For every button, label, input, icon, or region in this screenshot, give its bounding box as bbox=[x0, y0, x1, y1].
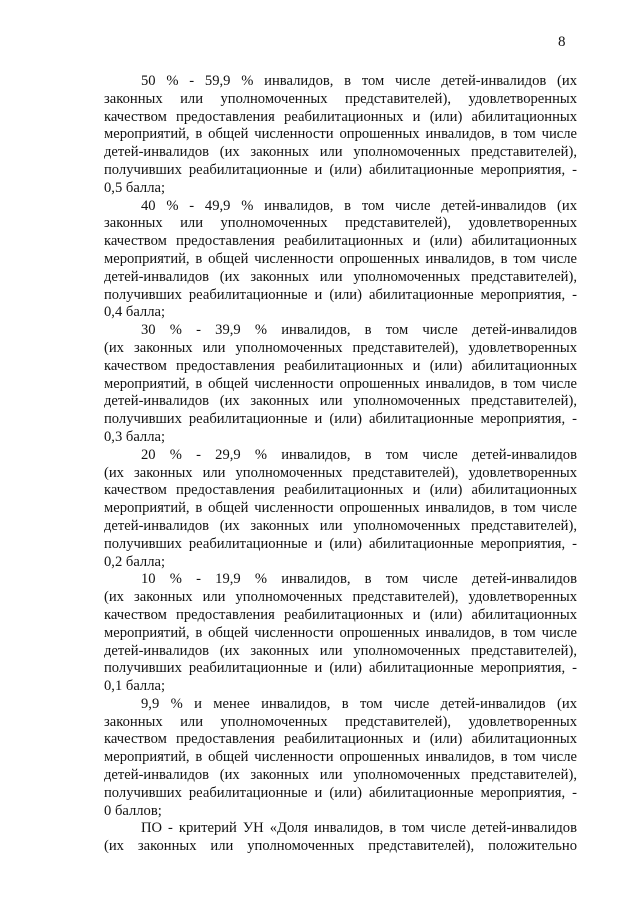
text-line: детей-инвалидов (их законных или уполномоченных представителей), bbox=[104, 767, 577, 784]
paragraph bbox=[104, 571, 577, 696]
text-line: получивших реабилитационные и (или) абилитационные мероприятия, - bbox=[104, 411, 577, 428]
text-line: 0,5 балла; bbox=[104, 179, 166, 196]
document-body bbox=[104, 73, 577, 856]
text-line: качеством предоставления реабилитационных и (или) абилитационных bbox=[104, 357, 577, 374]
text-line: получивших реабилитационные и (или) абилитационные мероприятия, - bbox=[104, 286, 577, 303]
page-number: 8 bbox=[558, 34, 566, 50]
text-line: ПО - критерий УН «Доля инвалидов, в том числе детей-инвалидов bbox=[141, 820, 577, 837]
paragraph bbox=[104, 820, 577, 856]
text-line: (их законных или уполномоченных представителей), положительно bbox=[104, 838, 577, 855]
text-line: детей-инвалидов (их законных или уполномоченных представителей), bbox=[104, 268, 577, 285]
text-line: мероприятий, в общей численности опрошенных инвалидов, в том числе bbox=[104, 624, 577, 641]
paragraph bbox=[104, 322, 577, 447]
text-line: 9,9 % и менее инвалидов, в том числе детей-инвалидов (их bbox=[141, 695, 577, 712]
text-line: получивших реабилитационные и (или) абилитационные мероприятия, - bbox=[104, 784, 577, 801]
text-line: 0,1 балла; bbox=[104, 678, 166, 695]
text-line: качеством предоставления реабилитационных и (или) абилитационных bbox=[104, 482, 577, 499]
text-line: качеством предоставления реабилитационных и (или) абилитационных bbox=[104, 108, 577, 125]
text-line: мероприятий, в общей численности опрошенных инвалидов, в том числе bbox=[104, 126, 577, 143]
text-line: детей-инвалидов (их законных или уполномоченных представителей), bbox=[104, 393, 577, 410]
text-line: получивших реабилитационные и (или) абилитационные мероприятия, - bbox=[104, 161, 577, 178]
text-line: получивших реабилитационные и (или) абилитационные мероприятия, - bbox=[104, 535, 577, 552]
paragraph bbox=[104, 447, 577, 572]
text-line: 0,3 балла; bbox=[104, 428, 166, 445]
text-line: мероприятий, в общей численности опрошенных инвалидов, в том числе bbox=[104, 500, 577, 517]
text-line: законных или уполномоченных представителей), удовлетворенных bbox=[104, 90, 577, 107]
text-line: 50 % - 59,9 % инвалидов, в том числе детей-инвалидов (их bbox=[141, 73, 577, 89]
text-line: (их законных или уполномоченных представителей), удовлетворенных bbox=[104, 589, 577, 606]
text-line: законных или уполномоченных представителей), удовлетворенных bbox=[104, 713, 577, 730]
text-line: детей-инвалидов (их законных или уполномоченных представителей), bbox=[104, 144, 577, 161]
text-line: мероприятий, в общей численности опрошенных инвалидов, в том числе bbox=[104, 749, 577, 766]
paragraph bbox=[104, 198, 577, 323]
text-line: 0 баллов; bbox=[104, 802, 162, 819]
text-line: 0,2 балла; bbox=[104, 553, 166, 570]
text-line: получивших реабилитационные и (или) абилитационные мероприятия, - bbox=[104, 660, 577, 677]
text-line: качеством предоставления реабилитационных и (или) абилитационных bbox=[104, 606, 577, 623]
paragraph bbox=[104, 696, 577, 821]
text-line: 30 % - 39,9 % инвалидов, в том числе детей-инвалидов bbox=[141, 322, 577, 339]
text-line: законных или уполномоченных представителей), удовлетворенных bbox=[104, 215, 577, 232]
text-line: мероприятий, в общей численности опрошенных инвалидов, в том числе bbox=[104, 250, 577, 267]
text-line: (их законных или уполномоченных представителей), удовлетворенных bbox=[104, 339, 577, 356]
text-line: (их законных или уполномоченных представителей), удовлетворенных bbox=[104, 464, 577, 481]
text-line: качеством предоставления реабилитационных и (или) абилитационных bbox=[104, 233, 577, 250]
text-line: детей-инвалидов (их законных или уполномоченных представителей), bbox=[104, 517, 577, 534]
paragraph bbox=[104, 73, 577, 198]
text-line: 0,4 балла; bbox=[104, 304, 166, 321]
text-line: 20 % - 29,9 % инвалидов, в том числе детей-инвалидов bbox=[141, 446, 577, 463]
text-line: детей-инвалидов (их законных или уполномоченных представителей), bbox=[104, 642, 577, 659]
text-line: 10 % - 19,9 % инвалидов, в том числе детей-инвалидов bbox=[141, 571, 577, 588]
text-line: мероприятий, в общей численности опрошенных инвалидов, в том числе bbox=[104, 375, 577, 392]
text-line: качеством предоставления реабилитационных и (или) абилитационных bbox=[104, 731, 577, 748]
text-line: 40 % - 49,9 % инвалидов, в том числе детей-инвалидов (их bbox=[141, 197, 577, 214]
